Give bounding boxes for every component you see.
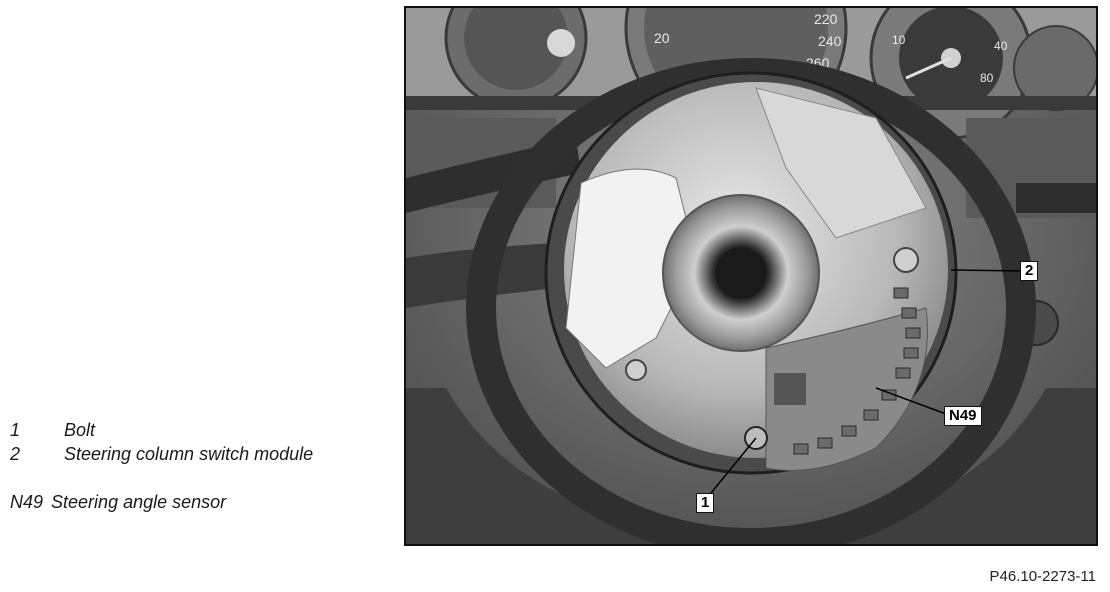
gauge-number: 260 [806,55,830,71]
screw [894,248,918,272]
legend-label: Steering column switch module [64,444,314,464]
gauge-number: 240 [818,33,842,49]
gauge-number: 20 [654,30,670,46]
legend-key: N49 [10,492,44,512]
legend-key: 1 [10,420,21,440]
legend-item-bolt [10,418,400,442]
switch-module [546,73,956,473]
callout-bolt: 1 [696,493,714,513]
callout-switch-module: 2 [1020,261,1038,281]
screw [626,360,646,380]
legend [10,418,400,514]
gauge-number: 80 [980,71,994,85]
legend-label: Bolt [64,420,96,440]
legend-item-steering-angle-sensor [10,490,400,514]
gauge-number: 10 [892,33,906,47]
figure-reference: P46.10-2273-11 [989,568,1096,585]
legend-item-switch-module [10,442,400,466]
callout-steering-angle-sensor: N49 [944,406,982,426]
photo-illustration [406,8,1096,544]
sensor-contacts [774,373,806,405]
legend-label: Steering angle sensor [51,492,227,512]
gauge-number: 220 [814,11,838,27]
steering-column-photo [404,6,1098,546]
gauge-number: 40 [994,39,1008,53]
legend-key: 2 [10,444,21,464]
